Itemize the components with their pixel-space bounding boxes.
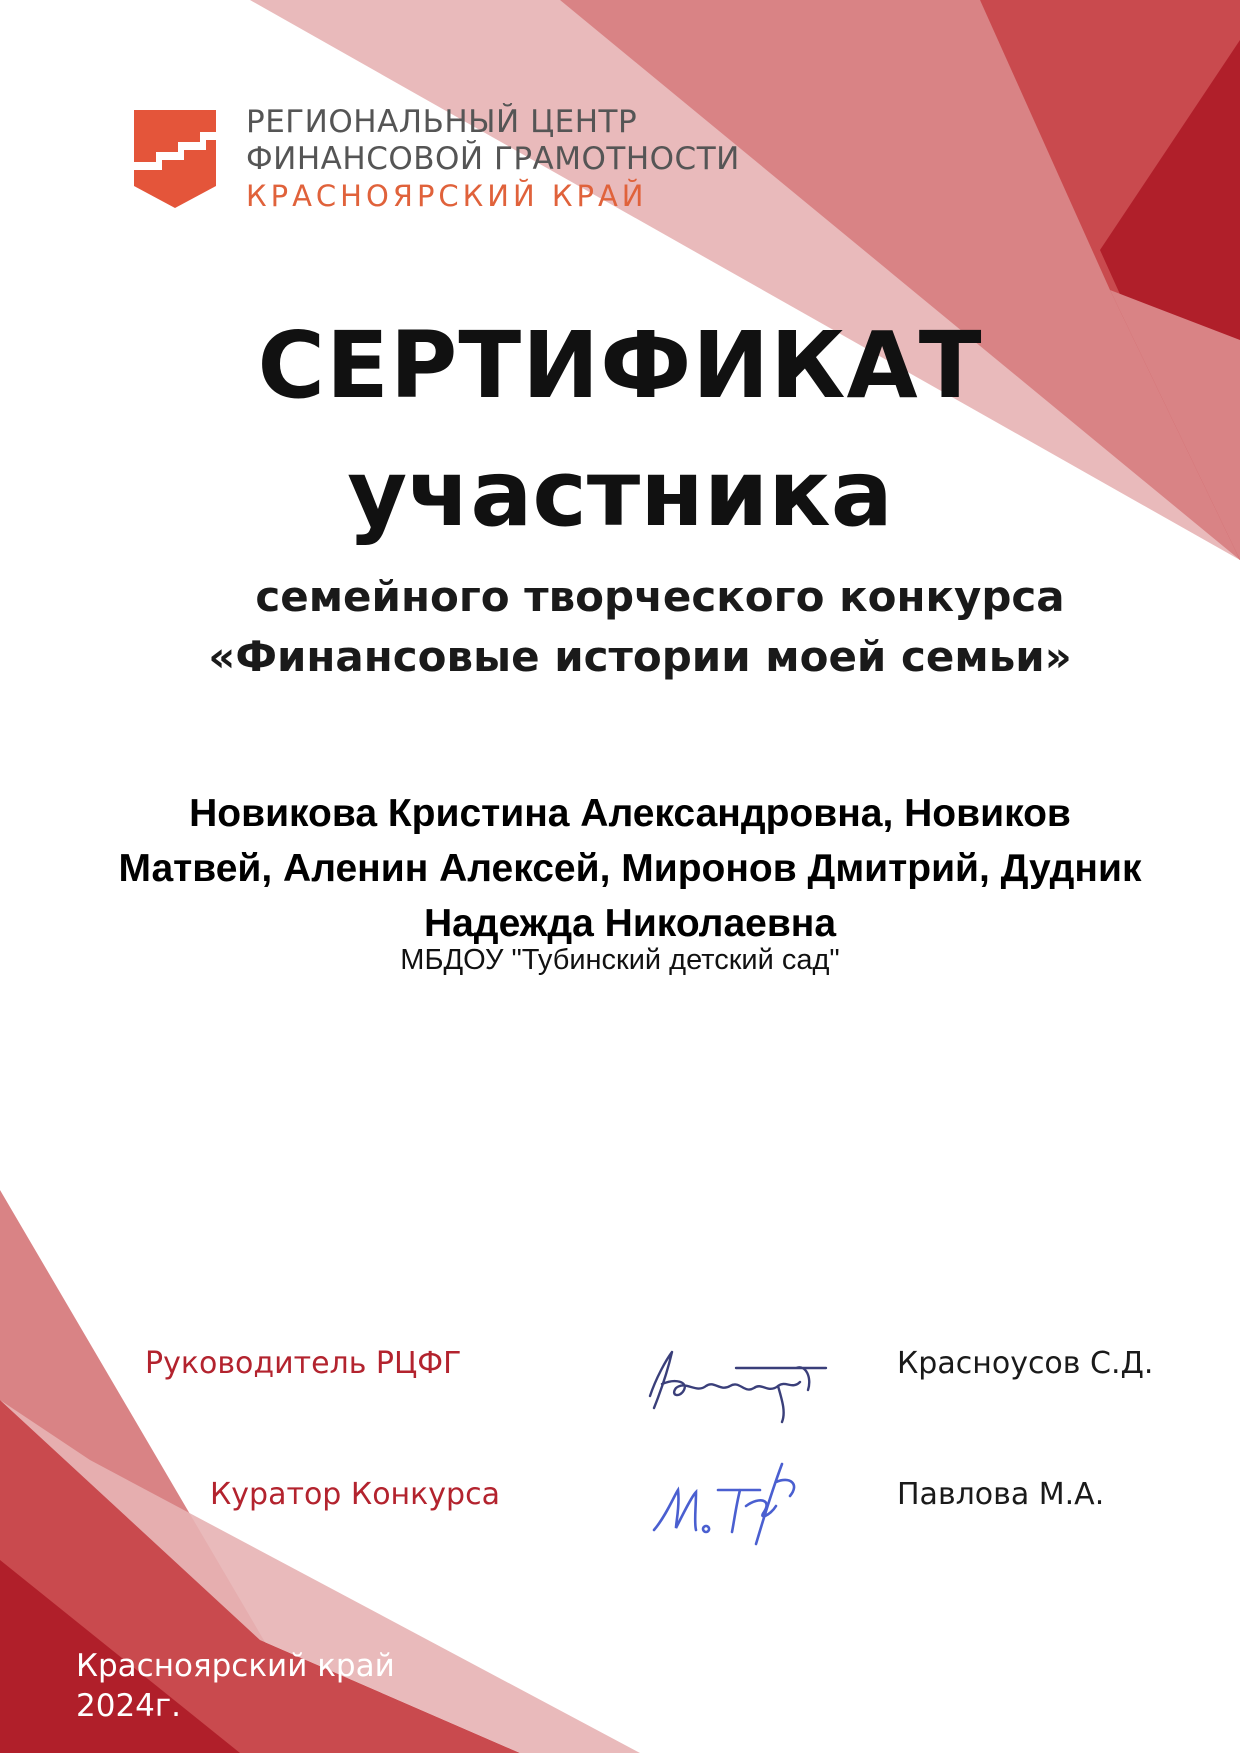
certificate-subtitle: участника [347, 440, 893, 547]
signer-role-curator: Куратор Конкурса [210, 1477, 500, 1512]
contest-line-1: семейного творческого конкурса [255, 572, 1065, 621]
logo-text [246, 104, 740, 215]
logo-icon [134, 110, 216, 208]
footer [76, 1646, 395, 1726]
certificate-title: СЕРТИФИКАТ [257, 312, 983, 419]
footer-place: Красноярский край [76, 1648, 395, 1684]
logo-line-3: КРАСНОЯРСКИЙ КРАЙ [246, 179, 648, 213]
signature-icon-curator [650, 1456, 820, 1548]
logo-line-1: РЕГИОНАЛЬНЫЙ ЦЕНТР [246, 104, 638, 140]
recipient-organization: МБДОУ "Тубинский детский сад" [400, 944, 840, 976]
footer-year: 2024г. [76, 1688, 182, 1724]
signature-icon-head [636, 1338, 836, 1430]
signer-name-curator: Павлова М.А. [897, 1477, 1105, 1512]
signer-name-head: Красноусов С.Д. [897, 1346, 1154, 1381]
contest-line-2: «Финансовые истории моей семьи» [208, 632, 1072, 681]
recipient-names: Новикова Кристина Александровна, Новиков Матвей, Аленин Алексей, Миронов Дмитрий, Дудник Надежда Николаевна [118, 792, 1142, 945]
signer-role-head: Руководитель РЦФГ [145, 1346, 462, 1381]
logo-line-2: ФИНАНСОВОЙ ГРАМОТНОСТИ [246, 141, 740, 177]
